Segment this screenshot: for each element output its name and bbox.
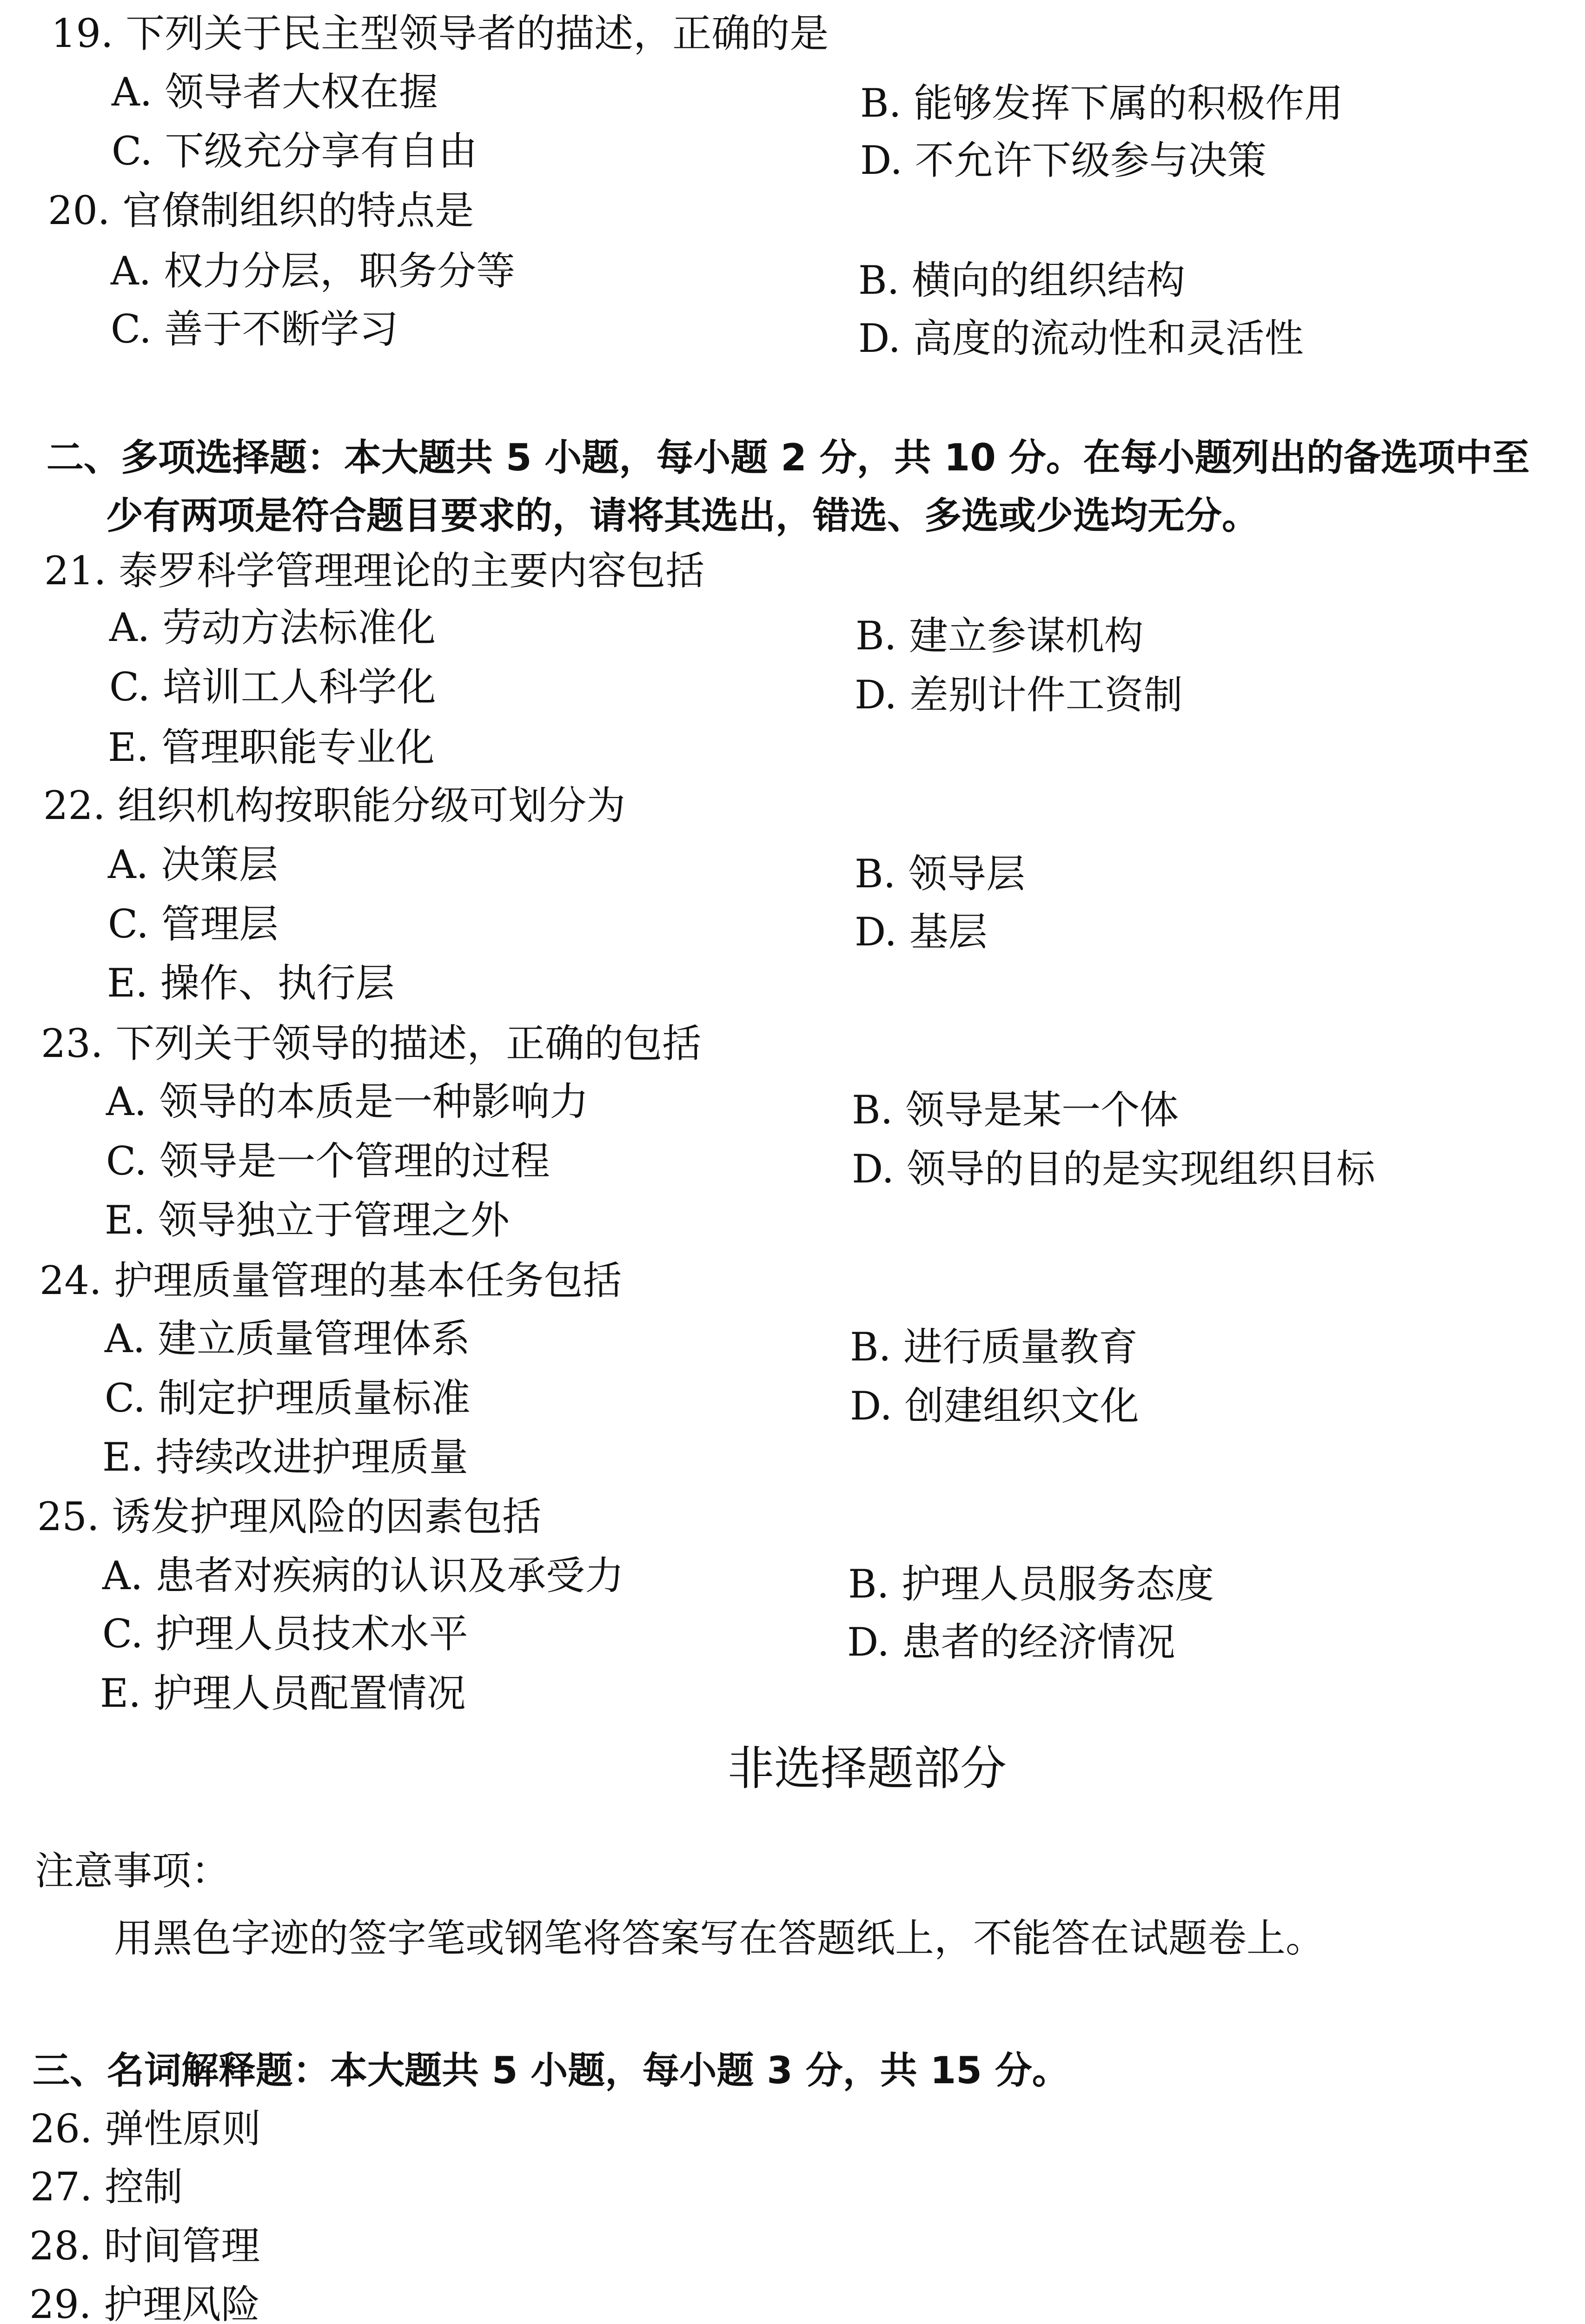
q19-stem: 19. 下列关于民主型领导者的描述，正确的是 [51,11,829,56]
q19-option-b: B. 能够发挥下属的积极作用 [860,80,1344,126]
q24-stem: 24. 护理质量管理的基本任务包括 [40,1258,622,1303]
q24-option-a: A. 建立质量管理体系 [105,1316,471,1361]
q22-option-e: E. 操作、执行层 [107,960,395,1006]
q21-stem: 21. 泰罗科学管理理论的主要内容包括 [44,548,705,594]
q19-option-a: A. 领导者大权在握 [112,69,438,115]
q25-option-a: A. 患者对疾病的认识及承受力 [102,1553,624,1598]
section2-heading-line1: 二、多项选择题：本大题共 5 小题，每小题 2 分，共 10 分。在每小题列出的备选项中至 [46,436,1530,479]
q22-option-c: C. 管理层 [108,901,279,947]
term-item-27: 27. 控制 [30,2164,183,2210]
q23-option-c: C. 领导是一个管理的过程 [106,1138,550,1184]
q20-option-d: D. 高度的流动性和灵活性 [858,316,1304,361]
q24-option-b: B. 进行质量教育 [850,1324,1138,1370]
q25-option-b: B. 护理人员服务态度 [848,1561,1214,1607]
q19-option-d: D. 不允许下级参与决策 [860,138,1267,183]
part-title: 非选择题部分 [728,1741,1007,1796]
q25-stem: 25. 诱发护理风险的因素包括 [37,1494,542,1539]
section2-heading-line2: 少有两项是符合题目要求的，请将其选出，错选、多选或少选均无分。 [106,494,1259,537]
q23-option-d: D. 领导的目的是实现组织目标 [852,1146,1375,1192]
q22-option-b: B. 领导层 [855,851,1026,897]
q21-option-a: A. 劳动方法标准化 [109,605,436,650]
term-item-29: 29. 护理风险 [29,2282,260,2324]
q25-option-d: D. 患者的经济情况 [847,1619,1175,1665]
q24-option-e: E. 持续改进护理质量 [102,1434,468,1480]
q22-stem: 22. 组织机构按职能分级可划分为 [43,783,626,828]
q23-option-e: E. 领导独立于管理之外 [105,1197,510,1243]
q20-option-b: B. 横向的组织结构 [858,257,1186,303]
q25-option-e: E. 护理人员配置情况 [100,1670,466,1716]
q23-option-a: A. 领导的本质是一种影响力 [106,1079,589,1124]
q19-option-c: C. 下级充分享有自由 [112,128,477,174]
q21-option-e: E. 管理职能专业化 [108,725,435,770]
q20-option-a: A. 权力分层，职务分等 [111,248,516,294]
term-item-28: 28. 时间管理 [29,2223,260,2269]
section3-heading: 三、名词解释题：本大题共 5 小题，每小题 3 分，共 15 分。 [33,2049,1069,2092]
q22-option-a: A. 决策层 [108,842,279,887]
q20-option-c: C. 善于不断学习 [111,306,398,352]
notice-heading: 注意事项： [35,1848,231,1894]
q22-option-d: D. 基层 [855,909,988,955]
q20-stem: 20. 官僚制组织的特点是 [48,188,474,233]
q23-stem: 23. 下列关于领导的描述，正确的包括 [41,1021,702,1066]
q24-option-d: D. 创建组织文化 [850,1383,1139,1429]
q24-option-c: C. 制定护理质量标准 [105,1375,471,1421]
q21-option-b: B. 建立参谋机构 [856,613,1144,659]
q25-option-c: C. 护理人员技术水平 [102,1611,468,1657]
notice-body: 用黑色字迹的签字笔或钢笔将答案写在答题纸上，不能答在试题卷上。 [114,1915,1325,1961]
q21-option-c: C. 培训工人科学化 [109,664,436,710]
term-item-26: 26. 弹性原则 [30,2106,261,2152]
q23-option-b: B. 领导是某一个体 [852,1087,1179,1133]
q21-option-d: D. 差别计件工资制 [855,672,1183,718]
